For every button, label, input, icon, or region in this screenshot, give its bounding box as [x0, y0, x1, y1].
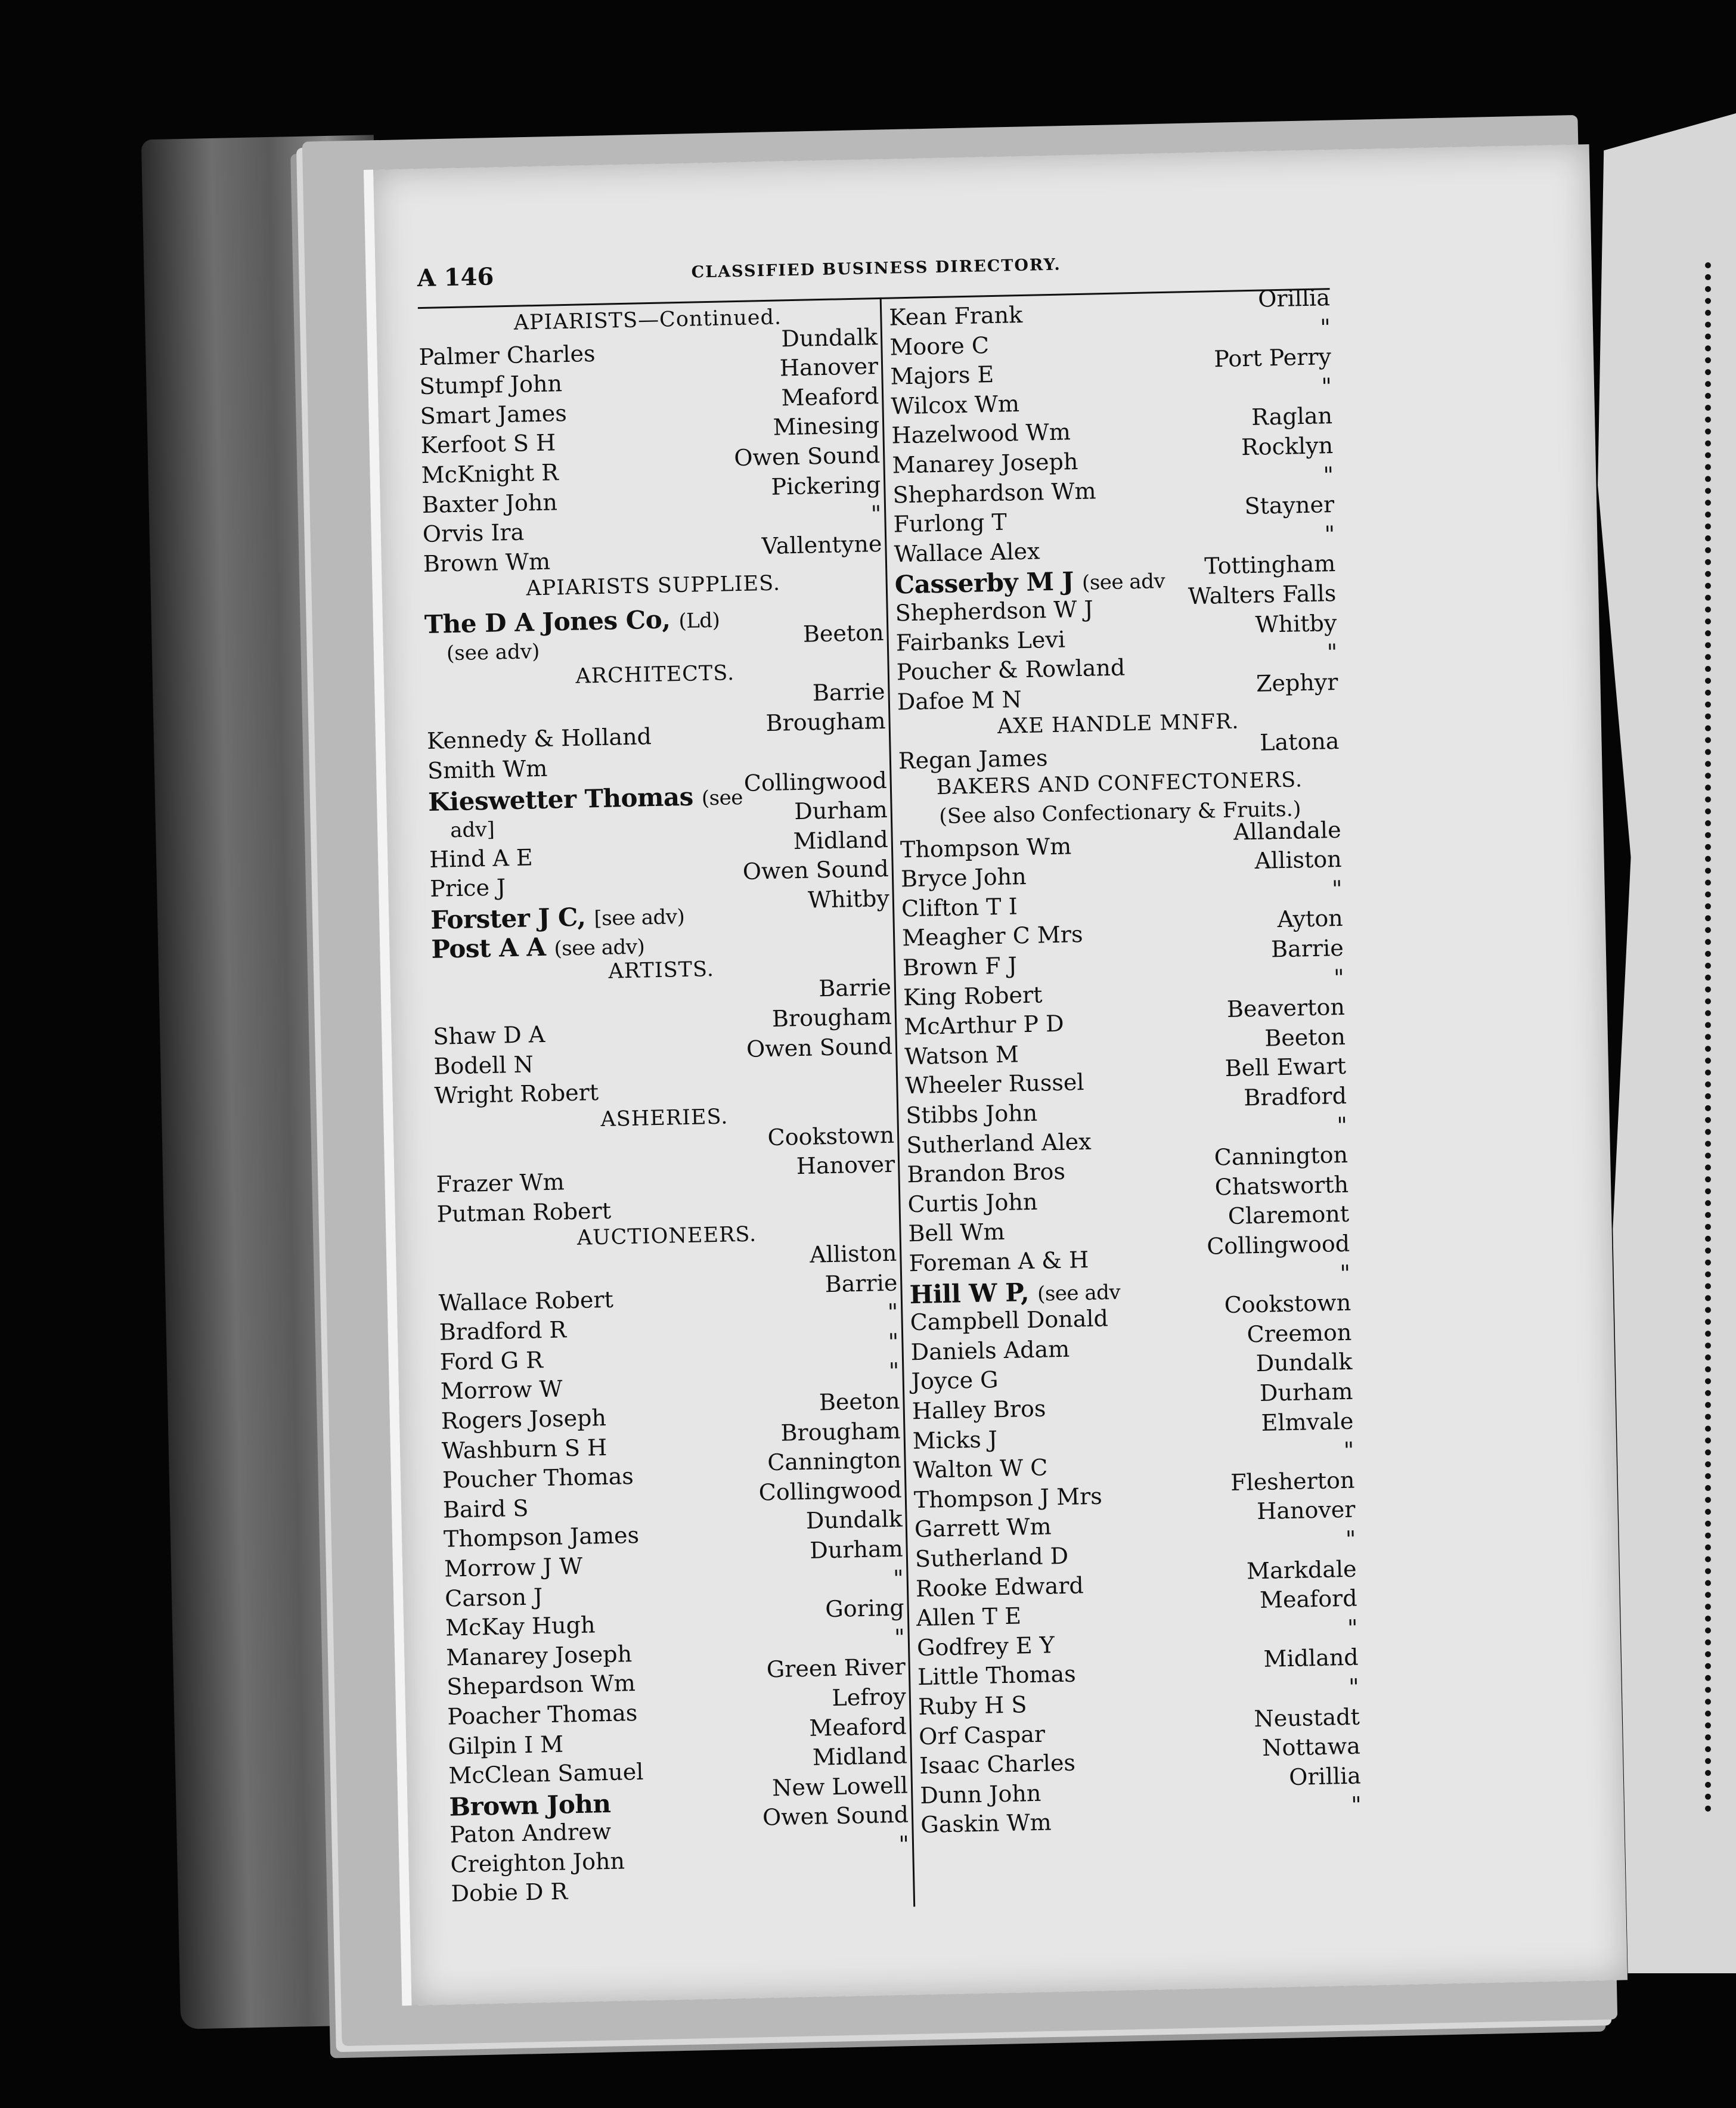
entry-location: Tottingham	[1204, 550, 1336, 579]
entry-location: Meaford	[781, 382, 879, 411]
entry-name: Bradford R	[439, 1316, 567, 1346]
entry-name-group	[444, 1553, 583, 1582]
entry-name: Hazelwood Wm	[891, 418, 1071, 449]
entry-name-group	[434, 1080, 599, 1109]
entry-location: Barrie	[1270, 934, 1344, 963]
entry-name-group	[442, 1434, 607, 1464]
entry-name-group	[419, 370, 562, 399]
entry-name-group	[901, 863, 1027, 892]
entry-location: Barrie	[824, 1269, 898, 1297]
entry-name-group	[889, 302, 1023, 331]
entry-location: Cannington	[1214, 1142, 1348, 1171]
entry-name-group	[448, 1759, 644, 1789]
entry-name: Brown Wm	[423, 548, 551, 577]
entry-name: Majors E	[889, 361, 994, 390]
entry-name-group	[916, 1572, 1084, 1602]
entry-location: "	[1345, 1526, 1356, 1552]
entry-location: Elmvale	[1261, 1408, 1354, 1436]
entry-location: Lefroy	[832, 1683, 907, 1712]
entry-location: Goring	[824, 1594, 905, 1623]
entry-name: Poacher Thomas	[447, 1699, 638, 1730]
entry-name: Walton W C	[913, 1454, 1048, 1484]
entry-location: Dundalk	[1256, 1348, 1353, 1377]
entry-location: Collingwood	[1206, 1230, 1350, 1260]
entry-name-group	[910, 1335, 1070, 1365]
entry-location: Hanover	[1256, 1496, 1356, 1525]
entry-name: Watson M	[904, 1041, 1019, 1070]
entry-location: Latona	[1259, 727, 1340, 756]
entry-name: Fairbanks Levi	[895, 626, 1066, 656]
entry-name-group	[906, 1128, 1092, 1158]
entry-name: Palmer Charles	[418, 340, 596, 370]
entry-name-group	[447, 1670, 636, 1700]
entry-location: Bell Ewart	[1224, 1053, 1347, 1082]
entry-location: Green River	[766, 1653, 906, 1683]
entry-name-group	[430, 875, 506, 903]
entry-name: Bell Wm	[908, 1219, 1005, 1247]
entry-name-group	[916, 1603, 1022, 1632]
entry-name-group	[891, 419, 1071, 449]
entry-location: Cookstown	[767, 1121, 895, 1151]
entry-name: Joyce G	[911, 1366, 999, 1395]
entry-name-group	[913, 1483, 1102, 1513]
entry-name: Thompson Wm	[900, 833, 1072, 863]
entry-name: Brandon Bros	[907, 1158, 1066, 1188]
entry-name-group	[429, 844, 533, 873]
entry-name: Casserby M J	[894, 566, 1074, 600]
entry-name: Baird S	[442, 1495, 529, 1523]
entry-name: Smith Wm	[427, 755, 548, 784]
entry-name: Kean Frank	[888, 301, 1023, 331]
entry-location: "	[1333, 964, 1345, 991]
entry-location: "	[888, 1328, 899, 1355]
entry-name: Ford G R	[439, 1346, 544, 1375]
entry-name: Baxter John	[421, 488, 558, 518]
entry-name-group	[910, 1305, 1108, 1335]
entry-location: Stayner	[1244, 491, 1335, 520]
entry-name-group	[889, 332, 989, 360]
entry-location: "	[870, 501, 882, 528]
entry-name: Sutherland Alex	[906, 1128, 1092, 1158]
entry-location: Raglan	[1251, 402, 1333, 431]
entry-name: McArthur P D	[903, 1010, 1065, 1040]
entry-name-group	[431, 931, 645, 964]
entry-name: Forster J C,	[430, 902, 586, 935]
entry-name: Creighton John	[450, 1847, 625, 1878]
entry-location: Beeton	[802, 619, 884, 647]
entry-location: Port Perry	[1213, 343, 1332, 373]
entry-name: Shepardson Wm	[446, 1670, 636, 1700]
entry-name-group	[912, 1395, 1046, 1424]
entry-location: "	[1343, 1437, 1354, 1464]
entry-name-group	[451, 1878, 568, 1907]
entry-name: Daniels Adam	[910, 1335, 1070, 1365]
entry-name-group	[447, 1700, 638, 1730]
entry-location: Hanover	[796, 1151, 895, 1180]
entry-location: Minesing	[773, 412, 880, 441]
entry-name: Kerfoot S H	[420, 429, 556, 459]
entry-name-group	[919, 1750, 1076, 1779]
section-heading: APIARISTS—Continued.	[513, 305, 782, 335]
entry-name-group	[450, 1818, 612, 1848]
running-title: CLASSIFIED BUSINESS DIRECTORY.	[691, 255, 1062, 282]
entry-location: Durham	[809, 1535, 904, 1564]
entry-name-group	[429, 816, 495, 843]
entry-name: King Robert	[903, 981, 1043, 1010]
section-heading: BAKERS AND CONFECTONERS.	[936, 767, 1303, 799]
entry-name: McClean Samuel	[448, 1758, 644, 1789]
entry-name: Dafoe M N	[897, 686, 1022, 715]
entry-name-group	[450, 1847, 625, 1877]
entry-location: Owen Sound	[742, 855, 889, 885]
section-heading: AXE HANDLE MNFR.	[997, 709, 1239, 739]
right-column	[888, 284, 1362, 1839]
entry-name-group	[440, 1376, 563, 1405]
entry-name: Curtis John	[907, 1188, 1038, 1218]
entry-name: Manarey Joseph	[892, 448, 1078, 479]
entry-name: McKay Hugh	[445, 1611, 596, 1641]
entry-name-group	[436, 1169, 565, 1198]
entry-name-group	[895, 596, 1093, 626]
entry-location: Owen Sound	[762, 1801, 909, 1831]
entry-name: Sutherland D	[914, 1542, 1069, 1573]
entry-continuation: adv]	[450, 817, 495, 843]
entry-name: Price J	[429, 874, 506, 903]
entry-name-group	[900, 833, 1072, 863]
entry-name-group	[912, 1426, 997, 1454]
entry-advert-note: (see	[701, 785, 743, 810]
entry-location: Allandale	[1233, 816, 1341, 845]
entry-name-group	[442, 1463, 634, 1493]
entry-name: Carson J	[444, 1583, 543, 1612]
entry-name: Little Thomas	[917, 1660, 1077, 1691]
entry-name: Foreman A & H	[909, 1246, 1089, 1277]
entry-advert-note: (see adv)	[554, 935, 645, 962]
entry-location: Vallentyne	[761, 530, 882, 559]
entry-name-group	[890, 361, 994, 390]
entry-name-group	[917, 1661, 1076, 1691]
entry-name: Wilcox Wm	[891, 390, 1020, 420]
entry-advert-note: [see adv)	[594, 904, 685, 931]
entry-name: Wallace Alex	[894, 538, 1040, 568]
entry-location: "	[1319, 314, 1331, 341]
entry-location: "	[1336, 1112, 1348, 1139]
entry-location: "	[892, 1565, 904, 1592]
entry-name: Bodell N	[433, 1051, 534, 1080]
section-heading: APIARISTS SUPPLIES.	[526, 571, 781, 601]
entry-name-group	[917, 1632, 1055, 1661]
entry-name: Dobie D R	[451, 1878, 568, 1908]
entry-name-group	[421, 489, 557, 518]
entry-name-group	[920, 1780, 1041, 1808]
entry-location: Midland	[812, 1742, 908, 1771]
entry-location: Rocklyn	[1241, 432, 1334, 461]
entry-name: Wallace Robert	[438, 1286, 614, 1316]
entry-name-group	[894, 538, 1040, 567]
entry-location: Zephyr	[1256, 668, 1338, 697]
entry-name: Regan James	[898, 745, 1048, 774]
entry-location: Pickering	[771, 471, 881, 500]
entry-location: "	[1350, 1791, 1362, 1819]
entry-name: Gilpin I M	[447, 1731, 564, 1760]
entry-location: Creemon	[1247, 1319, 1352, 1348]
entry-location: Durham	[793, 796, 888, 825]
entry-name: Garrett Wm	[914, 1513, 1052, 1543]
entry-location: Orillia	[1257, 284, 1331, 312]
entry-name: Kieswetter Thomas	[427, 782, 694, 817]
section-note: (See also Confectionary & Fruits.)	[938, 797, 1301, 829]
entry-location: "	[1340, 1260, 1351, 1286]
entry-location: Brougham	[765, 708, 886, 737]
entry-name: Meagher C Mrs	[901, 921, 1083, 951]
entry-name: Gaskin Wm	[920, 1809, 1052, 1839]
entry-name: Morrow J W	[444, 1552, 583, 1582]
entry-name-group	[895, 626, 1065, 656]
section-heading: ASHERIES.	[600, 1105, 728, 1132]
entry-name-group	[905, 1069, 1084, 1099]
entry-location: Barrie	[812, 678, 885, 706]
entry-name: Isaac Charles	[919, 1749, 1076, 1780]
page-content	[417, 239, 1362, 1927]
entry-location: Markdale	[1246, 1555, 1357, 1585]
entry-location: Durham	[1259, 1378, 1353, 1406]
entry-name-group	[915, 1543, 1069, 1572]
entry-name: Hind A E	[429, 844, 534, 873]
entry-location: Beeton	[819, 1387, 900, 1416]
entry-name-group	[422, 519, 524, 548]
entry-location: "	[898, 1831, 910, 1858]
entry-location: Chatsworth	[1214, 1171, 1349, 1201]
entry-name: Bryce John	[900, 863, 1027, 892]
entry-name-group	[446, 1641, 633, 1671]
entry-location: Dundalk	[781, 323, 878, 352]
entry-name: Orf Caspar	[918, 1720, 1046, 1750]
entry-name-group	[898, 745, 1047, 774]
entry-name: Rooke Edward	[915, 1571, 1084, 1602]
page-number: A 146	[417, 262, 494, 293]
entry-name-group	[441, 1405, 607, 1434]
entry-location: Neustadt	[1254, 1703, 1360, 1732]
entry-name: Brown F J	[902, 952, 1018, 981]
entry-name: The D A Jones Co,	[424, 604, 671, 639]
entry-location: Claremont	[1227, 1201, 1350, 1230]
section-heading: AUCTIONEERS.	[576, 1222, 757, 1251]
entry-location: "	[887, 1298, 898, 1326]
entry-location: Bradford	[1243, 1082, 1347, 1111]
entry-name-group	[907, 1158, 1065, 1188]
entry-name-group	[433, 1021, 545, 1050]
entry-name-group	[913, 1455, 1047, 1484]
entry-name: Stibbs John	[905, 1099, 1038, 1129]
entry-name: Allen T E	[916, 1602, 1022, 1632]
entry-name: Clifton T I	[901, 893, 1018, 922]
entry-location: Beeton	[1264, 1023, 1346, 1052]
entry-name-group	[444, 1522, 640, 1552]
entry-location: Hanover	[779, 353, 879, 382]
left-column	[418, 301, 910, 1907]
entry-name-group	[903, 981, 1043, 1010]
entry-advert-note: (see adv	[1037, 1280, 1121, 1306]
entry-name-group	[911, 1367, 999, 1395]
entry-name-group	[892, 448, 1078, 479]
entry-location: "	[1331, 875, 1343, 903]
entry-name-group	[914, 1514, 1052, 1543]
entry-name-group	[445, 1583, 543, 1611]
entry-name: Micks J	[912, 1425, 998, 1454]
entry-name: Morrow W	[440, 1375, 563, 1405]
entry-location: Ayton	[1277, 905, 1344, 933]
entry-name-group	[903, 952, 1018, 981]
entry-name: Kennedy & Holland	[426, 723, 652, 755]
entry-location: Collingwood	[758, 1476, 903, 1506]
entry-name: McKnight R	[421, 459, 559, 489]
directory-page	[364, 144, 1628, 2005]
entry-name-group	[448, 1731, 564, 1759]
entry-location: Nottawa	[1261, 1732, 1361, 1762]
entry-name-group	[433, 1051, 534, 1079]
entry-name-group	[904, 1041, 1019, 1070]
entry-name-group	[908, 1219, 1005, 1247]
entry-location: Owen Sound	[746, 1033, 893, 1062]
entry-name-group	[418, 340, 596, 370]
entry-name-group	[901, 893, 1018, 922]
entry-name: Manarey Joseph	[445, 1640, 633, 1671]
entry-name-group	[904, 1010, 1064, 1040]
section-heading: ARCHITECTS.	[575, 661, 735, 689]
entry-name: Putman Robert	[436, 1197, 612, 1227]
entry-name-group	[443, 1495, 529, 1523]
entry-name: Shephardson Wm	[892, 477, 1096, 509]
entry-location: Cookstown	[1224, 1289, 1351, 1319]
entry-name: Smart James	[420, 399, 568, 429]
entry-name-group	[906, 1100, 1038, 1129]
entry-location: Brougham	[780, 1417, 901, 1446]
entry-name-group	[423, 548, 550, 576]
entry-location: Owen Sound	[733, 441, 881, 472]
entry-location: "	[1347, 1614, 1359, 1641]
entry-name: Halley Bros	[912, 1395, 1046, 1425]
entry-name: Brown John	[449, 1788, 611, 1822]
entry-name-group	[420, 430, 556, 459]
entry-name-group	[420, 400, 567, 429]
entry-name: Orvis Ira	[422, 519, 525, 548]
entry-location: "	[1324, 520, 1335, 548]
section-heading: ARTISTS.	[608, 957, 715, 984]
entry-location: Alliston	[1254, 846, 1343, 875]
entry-name: Furlong T	[893, 509, 1008, 538]
entry-name-group	[425, 637, 540, 666]
entry-name: Poucher & Rowland	[896, 654, 1126, 686]
entry-name: Poucher Thomas	[442, 1463, 634, 1493]
entry-name: Shaw D A	[433, 1021, 545, 1050]
entry-name: Thompson J Mrs	[913, 1483, 1103, 1513]
entry-name-group	[427, 755, 548, 784]
entry-name-group	[439, 1316, 566, 1345]
entry-name-group	[892, 478, 1096, 508]
entry-location: Alliston	[809, 1239, 897, 1268]
entry-name: Wheeler Russel	[904, 1069, 1084, 1099]
entry-location: Collingwood	[743, 767, 888, 796]
entry-name: Dunn John	[919, 1780, 1041, 1809]
entry-location: Orillia	[1288, 1762, 1362, 1790]
entry-location: Cannington	[767, 1446, 901, 1476]
entry-name-group	[445, 1612, 596, 1641]
entry-location: "	[1348, 1673, 1360, 1700]
entry-location: New Lowell	[771, 1772, 909, 1801]
entry-location: "	[1323, 461, 1334, 488]
entry-name: Washburn S H	[441, 1434, 607, 1464]
entry-name: Shepherdson W J	[895, 596, 1094, 627]
entry-name: Campbell Donald	[910, 1305, 1109, 1336]
entry-location: Whitby	[1255, 609, 1337, 638]
facing-page-border-ornament	[1705, 262, 1736, 1812]
entry-advert-note: (Ld)	[678, 608, 720, 634]
entry-location: Barrie	[818, 974, 892, 1002]
entry-name-group	[902, 921, 1083, 951]
entry-continuation: (see adv)	[446, 639, 540, 665]
entry-name: Paton Andrew	[450, 1818, 612, 1848]
entry-name-group	[421, 459, 559, 488]
entry-name-group	[920, 1809, 1052, 1839]
entry-name-group	[439, 1347, 543, 1375]
entry-name-group	[897, 686, 1022, 715]
entry-name: Ruby H S	[917, 1691, 1027, 1720]
entry-name: Rogers Joseph	[441, 1404, 607, 1434]
entry-name: Thompson James	[443, 1522, 640, 1553]
entry-name-group	[919, 1720, 1046, 1749]
entry-name: Frazer Wm	[436, 1168, 565, 1198]
entry-location: Brougham	[771, 1003, 892, 1033]
entry-name-group	[909, 1247, 1089, 1276]
entry-name-group	[918, 1691, 1027, 1720]
entry-name: Stumpf John	[419, 370, 563, 400]
entry-name: Hill W P,	[909, 1277, 1030, 1309]
entry-location: Dundalk	[805, 1505, 903, 1534]
entry-location: Whitby	[807, 885, 890, 913]
entry-location: Meaford	[1259, 1585, 1357, 1614]
entry-location: "	[888, 1358, 900, 1385]
entry-name: Moore C	[889, 331, 990, 361]
entry-advert-note: (see adv	[1081, 569, 1165, 596]
entry-name: Godfrey E Y	[916, 1631, 1055, 1661]
entry-location: "	[1326, 639, 1338, 666]
entry-name-group	[438, 1286, 613, 1316]
entry-location: "	[894, 1624, 906, 1651]
entry-location: Flesherton	[1230, 1467, 1355, 1496]
entry-location: Midland	[793, 826, 889, 854]
entry-name-group	[893, 509, 1007, 538]
entry-location: Meaford	[808, 1713, 907, 1741]
entry-location: "	[1321, 373, 1332, 400]
entry-name-group	[891, 390, 1019, 420]
entry-location: Walters Falls	[1188, 579, 1337, 610]
entry-location: Midland	[1263, 1644, 1359, 1673]
entry-name-group	[907, 1189, 1038, 1218]
entry-name: Post A A	[430, 932, 546, 965]
entry-location: Beaverton	[1226, 994, 1346, 1023]
entry-name: Wright Robert	[434, 1079, 599, 1109]
entry-name-group	[436, 1198, 611, 1227]
